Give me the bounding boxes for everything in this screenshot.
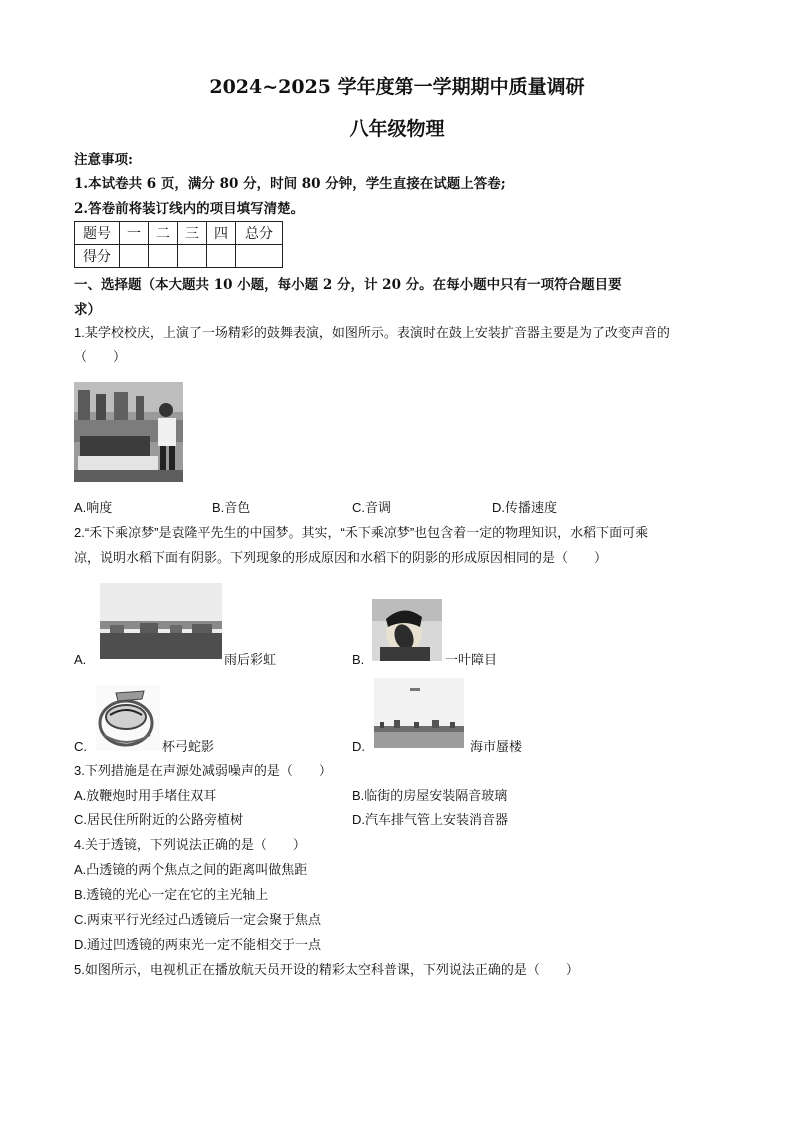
score-table-header-row — [75, 222, 283, 245]
q2-option-c-letter[interactable]: C. — [74, 739, 87, 754]
notes-item-1: 1.本试卷共 6 页，满分 80 分，时间 80 分钟，学生直接在试题上答卷; — [74, 176, 506, 192]
q1-option-c[interactable]: C.音调 — [352, 500, 392, 515]
score-cell: 一 — [120, 222, 149, 245]
q2-option-d-letter[interactable]: D. — [352, 739, 365, 754]
section1-heading-cont: 求） — [74, 302, 101, 318]
score-cell: 总分 — [236, 222, 283, 245]
q1-option-d[interactable]: D.传播速度 — [492, 500, 558, 515]
q2-option-c-caption: 杯弓蛇影 — [162, 739, 215, 754]
q2-option-a-caption: 雨后彩虹 — [224, 652, 277, 667]
score-table-score-row — [75, 245, 283, 268]
score-cell: 得分 — [75, 245, 120, 268]
q2-option-b-letter[interactable]: B. — [352, 652, 365, 667]
score-input-cell[interactable] — [178, 245, 207, 268]
score-cell: 三 — [178, 222, 207, 245]
q2-stem: 2.“禾下乘凉梦”是袁隆平先生的中国梦。其实，“禾下乘凉梦”也包含着一定的物理知识，水稻下面可乘 — [74, 525, 649, 540]
score-table — [74, 221, 283, 268]
score-cell: 题号 — [75, 222, 120, 245]
score-cell: 四 — [207, 222, 236, 245]
q2-cup-photo — [96, 685, 160, 751]
score-input-cell[interactable] — [236, 245, 283, 268]
score-input-cell[interactable] — [207, 245, 236, 268]
q4-stem: 4.关于透镜，下列说法正确的是（ ） — [74, 837, 306, 852]
score-input-cell[interactable] — [149, 245, 178, 268]
q1-stem-cont: （ ） — [74, 349, 127, 364]
q2-option-b-caption: 一叶障目 — [445, 652, 498, 667]
q2-leaf-photo — [372, 599, 442, 661]
notes-item-2: 2.答卷前将装订线内的项目填写清楚。 — [74, 201, 305, 217]
q3-option-a[interactable]: A.放鞭炮时用手堵住双耳 — [74, 788, 217, 803]
q4-option-a[interactable]: A.凸透镜的两个焦点之间的距离叫做焦距 — [74, 862, 308, 877]
q5-stem: 5.如图所示，电视机正在播放航天员开设的精彩太空科普课，下列说法正确的是（ ） — [74, 962, 579, 977]
q4-option-c[interactable]: C.两束平行光经过凸透镜后一定会聚于焦点 — [74, 912, 322, 927]
notes-heading: 注意事项: — [74, 152, 133, 168]
section1-heading: 一、选择题（本大题共 10 小题，每小题 2 分，计 20 分。在每小题中只有一项符合题目要 — [74, 277, 622, 293]
q1-stem: 1.某学校校庆，上演了一场精彩的鼓舞表演，如图所示。表演时在鼓上安装扩音器主要是为了改变声音的 — [74, 325, 670, 340]
q1-option-b[interactable]: B.音色 — [212, 500, 251, 515]
page-subtitle: 八年级物理 — [349, 118, 445, 140]
score-cell: 二 — [149, 222, 178, 245]
q3-stem: 3.下列措施是在声源处减弱噪声的是（ ） — [74, 763, 332, 778]
q1-drum-photo — [74, 382, 183, 482]
q2-option-a-letter[interactable]: A. — [74, 652, 87, 667]
page-title: 2024~2025 学年度第一学期期中质量调研 — [209, 76, 585, 98]
score-input-cell[interactable] — [120, 245, 149, 268]
q3-option-b[interactable]: B.临街的房屋安装隔音玻璃 — [352, 788, 508, 803]
q3-option-c[interactable]: C.居民住所附近的公路旁植树 — [74, 812, 244, 827]
q2-rainbow-photo — [100, 583, 222, 659]
q2-option-d-caption: 海市蜃楼 — [470, 739, 523, 754]
q3-option-d[interactable]: D.汽车排气管上安装消音器 — [352, 812, 509, 827]
q4-option-b[interactable]: B.透镜的光心一定在它的主光轴上 — [74, 887, 269, 902]
q2-mirage-photo — [374, 678, 464, 748]
q2-stem-cont: 凉，说明水稻下面有阴影。下列现象的形成原因和水稻下的阴影的形成原因相同的是（ ） — [74, 550, 608, 565]
q1-option-a[interactable]: A.响度 — [74, 500, 113, 515]
q4-option-d[interactable]: D.通过凹透镜的两束光一定不能相交于一点 — [74, 937, 322, 952]
